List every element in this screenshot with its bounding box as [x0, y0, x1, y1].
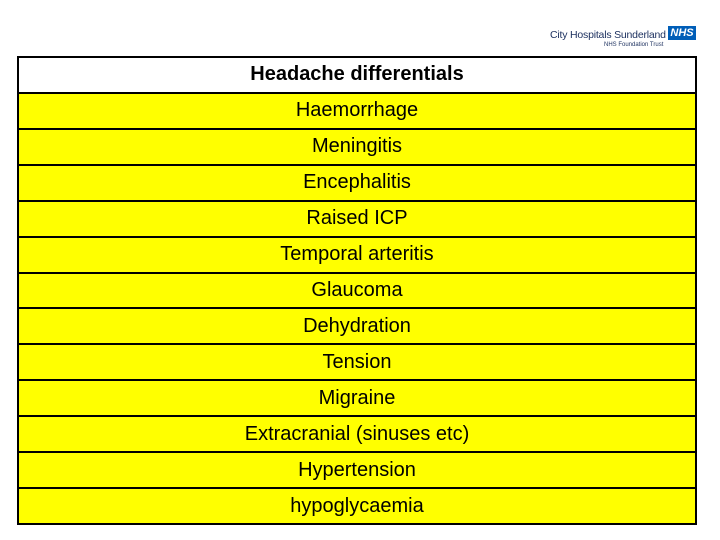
table-row: Dehydration: [19, 307, 695, 343]
table-row: hypoglycaemia: [19, 487, 695, 523]
table-row: Glaucoma: [19, 272, 695, 308]
table-row: Hypertension: [19, 451, 695, 487]
table-row: Raised ICP: [19, 200, 695, 236]
table-row: Tension: [19, 343, 695, 379]
table-row: Temporal arteritis: [19, 236, 695, 272]
table-row: Meningitis: [19, 128, 695, 164]
nhs-badge: NHS: [668, 26, 696, 40]
table-header: Headache differentials: [19, 58, 695, 92]
table-row: Haemorrhage: [19, 92, 695, 128]
table-row: Encephalitis: [19, 164, 695, 200]
table-row: Migraine: [19, 379, 695, 415]
differentials-table: [17, 56, 697, 525]
logo-trust-name: NHS Foundation Trust: [604, 42, 664, 48]
logo-hospital-name: City Hospitals Sunderland: [550, 29, 666, 41]
table-row: Extracranial (sinuses etc): [19, 415, 695, 451]
hospital-logo: [550, 26, 696, 52]
